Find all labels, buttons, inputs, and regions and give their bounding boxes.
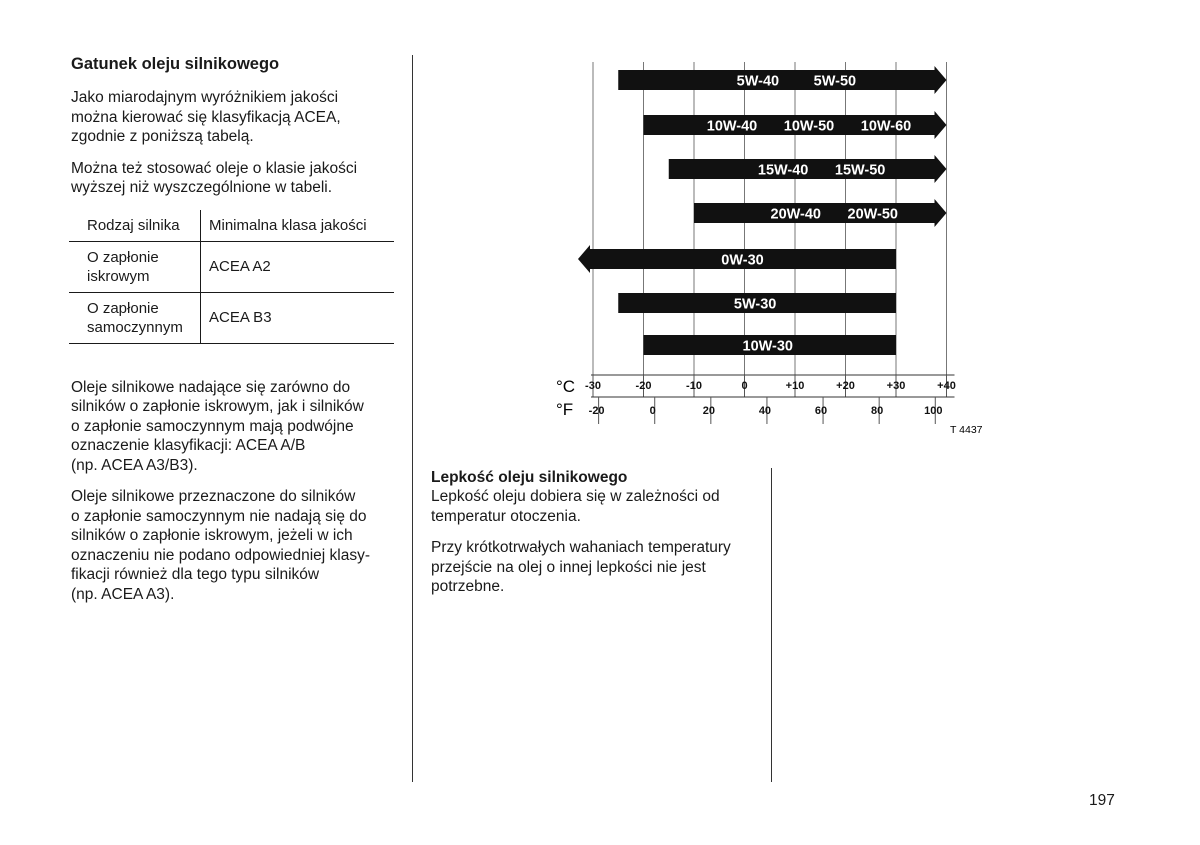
viscosity-grade-label: 0W-30 [721, 252, 764, 269]
fahrenheit-axis-label: °F [556, 400, 574, 419]
fahrenheit-tick-label: 40 [758, 405, 772, 417]
celsius-tick-label: +40 [937, 380, 956, 392]
celsius-tick-label: -20 [635, 380, 652, 392]
celsius-tick-label: +30 [886, 380, 906, 392]
middle-column [431, 468, 761, 609]
table-cell-engine: O zapłonie iskrowym [69, 241, 201, 292]
celsius-tick-label: -30 [585, 380, 601, 392]
viscosity-paragraph: Lepkość oleju dobiera się w zależności od temperatur otoczenia. [431, 488, 720, 525]
body-paragraph: Oleje silnikowe nadające się zarówno do silników o zapłonie iskrowym, jak i silników o zapłonie samoczynnym mają podwójne oznaczenie klasyfikacji: ACEA A/B (np. ACEA A3/B3). [71, 378, 364, 474]
viscosity-grade-label: 10W-30 [742, 338, 793, 355]
viscosity-grade-label: 5W-50 [813, 73, 857, 90]
viscosity-grade-label: 10W-50 [783, 118, 835, 135]
celsius-tick-label: -10 [686, 380, 702, 392]
viscosity-grade-label: 10W-60 [860, 118, 912, 135]
viscosity-grade-label: 5W-30 [733, 296, 777, 313]
viscosity-grade-label: 20W-40 [770, 206, 821, 223]
fahrenheit-tick-label: 60 [814, 405, 828, 417]
table-cell-class: ACEA B3 [201, 292, 395, 343]
viscosity-grade-label: 5W-40 [736, 73, 780, 90]
viscosity-grade-label: 10W-40 [706, 118, 758, 135]
fahrenheit-tick-label: -20 [588, 405, 605, 417]
table-cell-class: ACEA A2 [201, 241, 395, 292]
viscosity-paragraph: Przy krótkotrwałych wahaniach temperatury przejście na olej o innej lepkości nie jest potrzebne. [431, 539, 731, 595]
section-heading-oil-grade: Gatunek oleju silnikowego [71, 55, 280, 73]
column-divider [771, 468, 772, 782]
viscosity-grade-label: 15W-50 [834, 162, 886, 179]
figure-code: T 4437 [950, 424, 983, 436]
body-paragraph: Oleje silnikowe przeznaczone do silników o zapłonie samoczynnym nie nadają się do silników o zapłonie iskrowym, jeżeli w ich oznaczeniu nie podano odpowiedniej klasy- fikacji również dla tego typu silników (np. ACEA A3). [71, 488, 371, 603]
column-header-engine-type: Rodzaj silnika [69, 210, 201, 242]
celsius-tick-label: +10 [785, 380, 805, 392]
celsius-tick-label: 0 [741, 380, 748, 392]
intro-paragraph: Jako miarodajnym wyróżnikiem jakości można kierować się klasyfikacją ACEA, zgodnie z poniższą tabelą. [71, 89, 341, 145]
section-heading-viscosity: Lepkość oleju silnikowego [431, 469, 628, 486]
page-number: 197 [1089, 792, 1115, 809]
viscosity-grade-label: 20W-50 [847, 206, 898, 223]
table-cell-engine: O zapłonie samoczynnym [69, 292, 201, 343]
intro-paragraph: Można też stosować oleje o klasie jakości wyższej niż wyszczególnione w tabeli. [71, 159, 358, 196]
fahrenheit-tick-label: 80 [871, 405, 884, 417]
column-header-min-quality: Minimalna klasa jakości [201, 210, 395, 242]
fahrenheit-tick-label: 0 [649, 405, 656, 417]
celsius-axis-label: °C [556, 377, 576, 396]
viscosity-grade-label: 15W-40 [757, 162, 809, 179]
celsius-tick-label: +20 [836, 380, 855, 392]
fahrenheit-tick-label: 100 [924, 405, 943, 417]
fahrenheit-tick-label: 20 [702, 405, 715, 417]
viscosity-bar [618, 66, 946, 94]
